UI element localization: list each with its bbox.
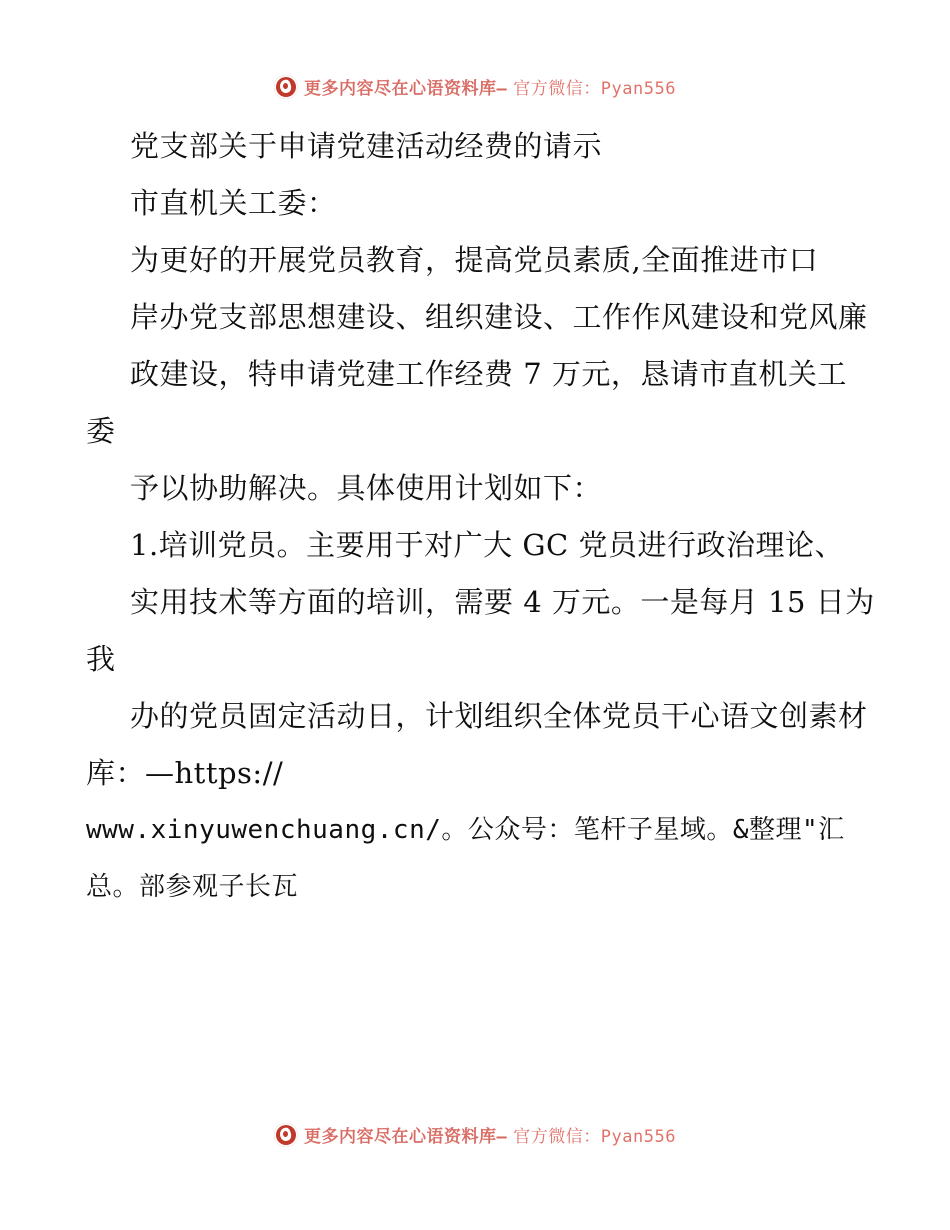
seal-logo-icon <box>274 75 298 99</box>
document-paragraph-4: 予以协助解决。具体使用计划如下： <box>130 471 603 505</box>
document-addressee: 市直机关工委： <box>130 186 337 220</box>
document-title: 党支部关于申请党建活动经费的请示 <box>130 129 603 163</box>
document-paragraph-1: 为更好的开展党员教育，提高党员素质,全面推进市口 <box>130 243 819 277</box>
document-paragraph-3: 政建设，特申请党建工作经费 7 万元，恳请市直机关工委 <box>86 357 847 448</box>
watermark-text-secondary: 官方微信：Pyan556 <box>513 1127 676 1147</box>
watermark-bottom <box>0 1122 950 1147</box>
document-paragraph-8: www.xinyuwenchuang.cn/。公众号：笔杆子星域。&整理"汇总。部参观子长瓦 <box>86 815 845 902</box>
watermark-text-primary: 更多内容尽在心语资料库— <box>304 1127 508 1147</box>
document-paragraph-7: 办的党员固定活动日，计划组织全体党员干心语文创素材库：—https:// <box>86 699 868 790</box>
document-paragraph-6: 实用技术等方面的培训，需要 4 万元。一是每月 15 日为我 <box>86 585 875 676</box>
watermark-text-secondary: 官方微信：Pyan556 <box>513 79 676 99</box>
document-paragraph-2: 岸办党支部思想建设、组织建设、工作作风建设和党风廉 <box>130 300 868 334</box>
watermark-text-primary: 更多内容尽在心语资料库— <box>304 79 508 99</box>
document-body <box>86 118 876 916</box>
seal-logo-icon <box>274 1123 298 1147</box>
document-paragraph-5: 1.培训党员。主要用于对广大 GC 党员进行政治理论、 <box>130 528 844 562</box>
watermark-top <box>0 74 950 99</box>
